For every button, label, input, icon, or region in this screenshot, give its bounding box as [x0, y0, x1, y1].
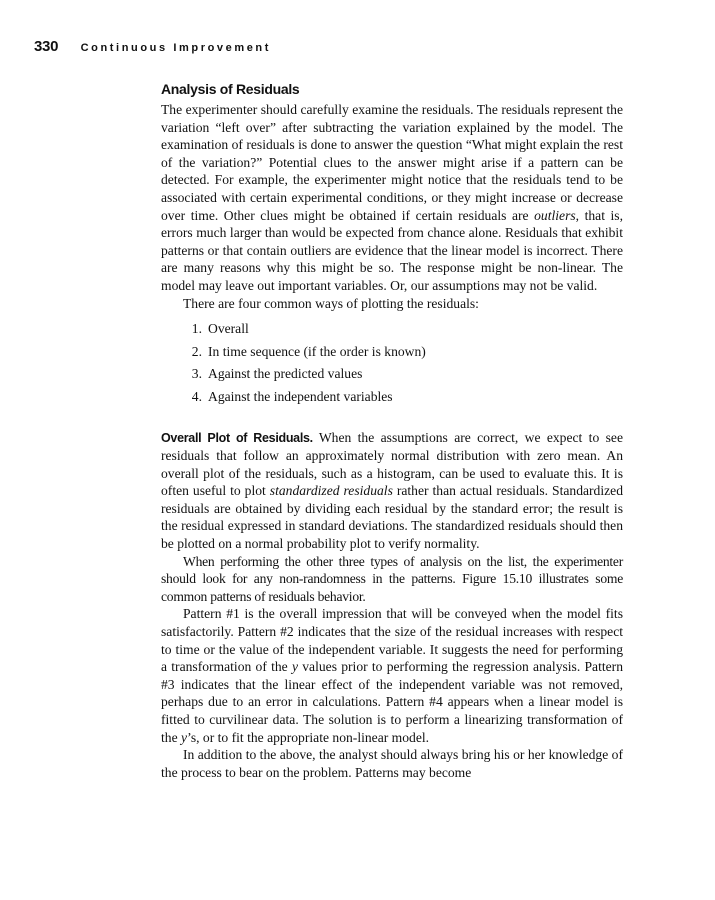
- paragraph: In addition to the above, the analyst should always bring his or her knowledge of the process to bear on the problem. Patterns may become: [161, 747, 623, 780]
- chapter-title: Continuous Improvement: [80, 42, 272, 54]
- residual-plot-list: [161, 320, 623, 405]
- paragraph: Pattern #1 is the overall impression that will be conveyed when the model fits satisfactorily. Pattern #2 indicates that the size of the residual increases with respect to time or the value of the independent variable. It suggests the need for performing a transformation of the y values prior to performing the regression analysis. Pattern #3 indicates that the linear effect of the independent variable was not removed, perhaps due to an error in calculations. Pattern #4 appears when a linear model is fitted to curvilinear data. The solution is to perform a linearizing transformation of the y’s, or to fit the appropriate non-linear model.: [161, 606, 623, 745]
- paragraph: The experimenter should carefully examine the residuals. The residuals represent the variation “left over” after subtracting the variation explained by the model. The examination of residuals is done to answer the question “What might explain the rest of the variation?” Potential clues to the answer might arise if a pattern can be detected. For example, the experimenter might notice that the residuals tend to be associated with certain experimental conditions, or they might increase or decrease over time. Other clues might be obtained if certain residuals are outliers, that is, errors much larger than would be expected from chance alone. Residuals that exhibit patterns or that contain outliers are evidence that the linear model is incorrect. There are many reasons why this might be so. The response might be non-linear. The model may leave out important variables. Or, our assumptions may not be valid.: [161, 102, 623, 293]
- running-head: [34, 38, 271, 56]
- paragraph: When performing the other three types of analysis on the list, the experimenter should look for any non-randomness in the patterns. Figure 15.10 illustrates some common patterns of residuals behavior.: [161, 553, 623, 604]
- page-number: 330: [34, 38, 59, 55]
- term-outliers: outliers: [534, 207, 576, 223]
- term-standardized-residuals: standardized residuals: [269, 483, 393, 499]
- paragraph: Overall Plot of Residuals. When the assumptions are correct, we expect to see residuals that follow an approximately normal distribution with zero mean. An overall plot of the residuals, such as a histogram, can be used to evaluate this. It is often useful to plot standardized residuals rather than actual residuals. Standardized residuals are obtained by dividing each residual by the standard error; the result is the residual expressed in standard deviations. The standardized residuals should then be plotted on a normal probability plot to verify normality.: [161, 429, 623, 552]
- section-heading: Analysis of Residuals: [161, 81, 300, 97]
- list-item: 4. Against the independent variables: [191, 388, 393, 404]
- paragraph: There are four common ways of plotting the residuals:: [183, 295, 479, 311]
- page-body: [161, 80, 623, 781]
- list-item: 2. In time sequence (if the order is known): [191, 343, 426, 359]
- subsection-heading: Overall Plot of Residuals.: [161, 430, 313, 445]
- list-item: 1. Overall: [191, 321, 249, 337]
- list-item: 3. Against the predicted values: [191, 366, 363, 382]
